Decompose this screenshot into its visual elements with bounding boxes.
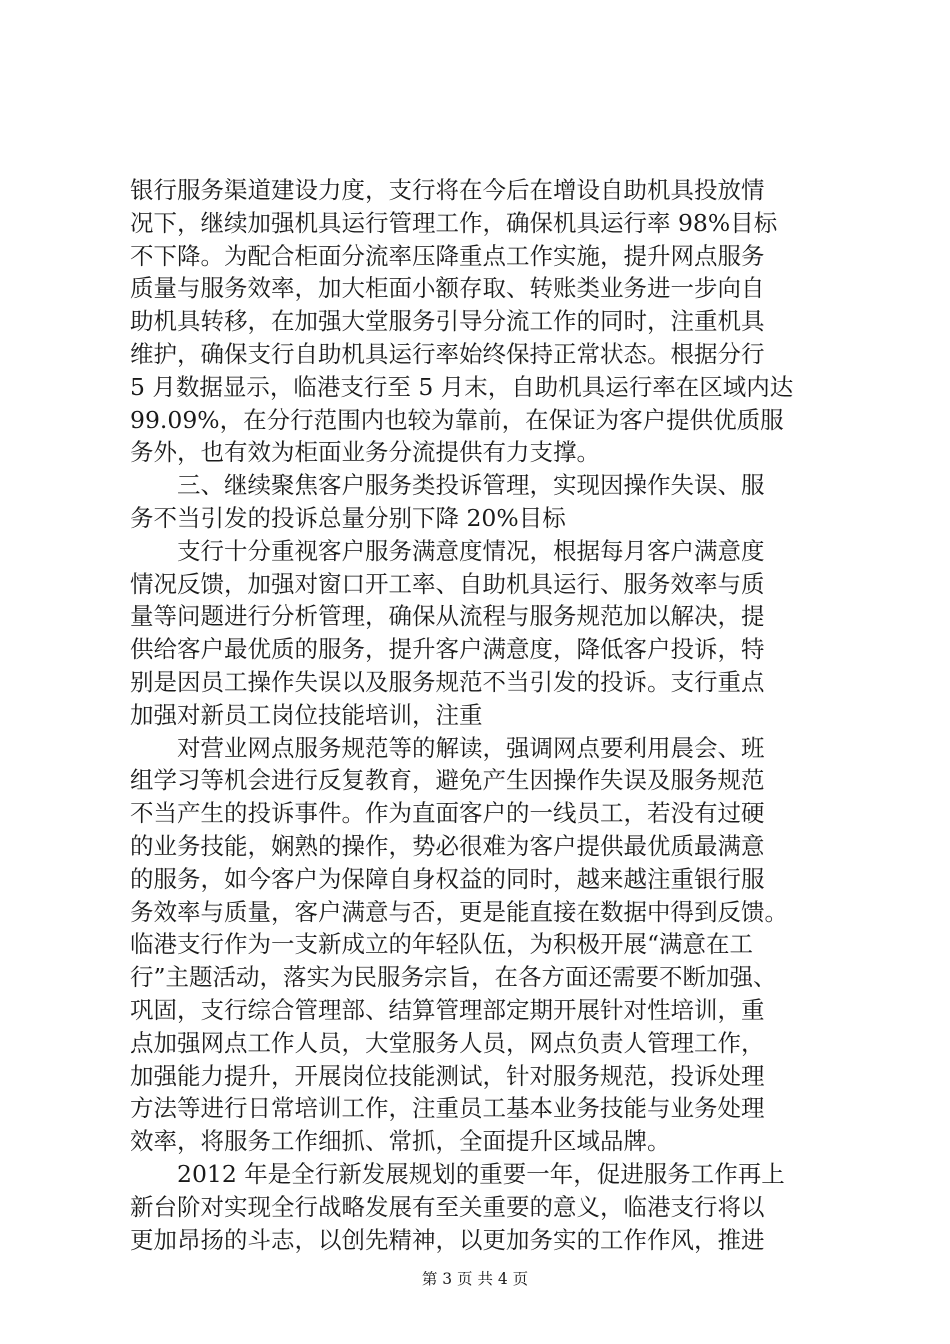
text-line: 组学习等机会进行反复教育，避免产生因操作失误及服务规范 [130,766,765,795]
text-line: 量等问题进行分析管理，确保从流程与服务规范加以解决，提 [130,602,765,631]
text-line: 别是因员工操作失误以及服务规范不当引发的投诉。支行重点 [130,667,765,696]
document-body [130,174,830,1256]
text-line: 务外，也有效为柜面业务分流提供有力支撑。 [130,438,600,467]
text-line: 三、继续聚焦客户服务类投诉管理，实现因操作失误、服 [177,471,765,500]
text-line: 加强对新员工岗位技能培训，注重 [130,700,483,729]
text-line: 质量与服务效率，加大柜面小额存取、转账类业务进一步向自 [130,274,765,303]
text-line: 的业务技能，娴熟的操作，势必很难为客户提供最优质最满意 [130,831,765,860]
text-line: 的服务，如今客户为保障自身权益的同时，越来越注重银行服 [130,864,765,893]
text-line: 银行服务渠道建设力度，支行将在今后在增设自助机具投放情 [130,176,765,204]
text-line: 更加昂扬的斗志，以创先精神，以更加务实的工作作风，推进 [130,1225,765,1254]
text-line: 5 月数据显示，临港支行至 5 月末，自助机具运行率在区域内达 [130,372,794,401]
text-line: 务效率与质量，客户满意与否，更是能直接在数据中得到反馈。 [130,897,788,926]
text-line: 维护，确保支行自助机具运行率始终保持正常状态。根据分行 [130,339,765,368]
text-line: 供给客户最优质的服务，提升客户满意度，降低客户投诉，特 [130,635,765,664]
text-line: 对营业网点服务规范等的解读，强调网点要利用晨会、班 [177,733,765,762]
text-line: 情况反馈，加强对窗口开工率、自助机具运行、服务效率与质 [130,569,765,598]
text-line: 不当产生的投诉事件。作为直面客户的一线员工，若没有过硬 [130,799,765,828]
text-line: 效率，将服务工作细抓、常抓，全面提升区域品牌。 [130,1127,671,1156]
text-line: 新台阶对实现全行战略发展有至关重要的意义，临港支行将以 [130,1192,765,1221]
text-line: 临港支行作为一支新成立的年轻队伍，为积极开展“满意在工 [130,930,754,959]
text-line: 2012 年是全行新发展规划的重要一年，促进服务工作再上 [177,1159,785,1188]
text-line: 巩固，支行综合管理部、结算管理部定期开展针对性培训，重 [130,995,765,1024]
text-line: 助机具转移，在加强大堂服务引导分流工作的同时，注重机具 [130,307,765,336]
text-line: 务不当引发的投诉总量分别下降 20%目标 [130,503,566,532]
text-line: 不下降。为配合柜面分流率压降重点工作实施，提升网点服务 [130,241,765,270]
text-line: 点加强网点工作人员，大堂服务人员，网点负责人管理工作， [130,1028,765,1057]
text-line: 加强能力提升，开展岗位技能测试，针对服务规范，投诉处理 [130,1061,765,1090]
page-footer: 第 3 页 共 4 页 [421,1270,529,1288]
text-line: 况下，继续加强机具运行管理工作，确保机具运行率 98%目标 [130,208,778,237]
text-line: 方法等进行日常培训工作，注重员工基本业务技能与业务处理 [130,1094,765,1123]
text-line: 99.09%，在分行范围内也较为靠前，在保证为客户提供优质服 [130,405,784,434]
text-line: 支行十分重视客户服务满意度情况，根据每月客户满意度 [177,536,765,565]
text-line: 行”主题活动，落实为民服务宗旨，在各方面还需要不断加强、 [130,963,777,992]
